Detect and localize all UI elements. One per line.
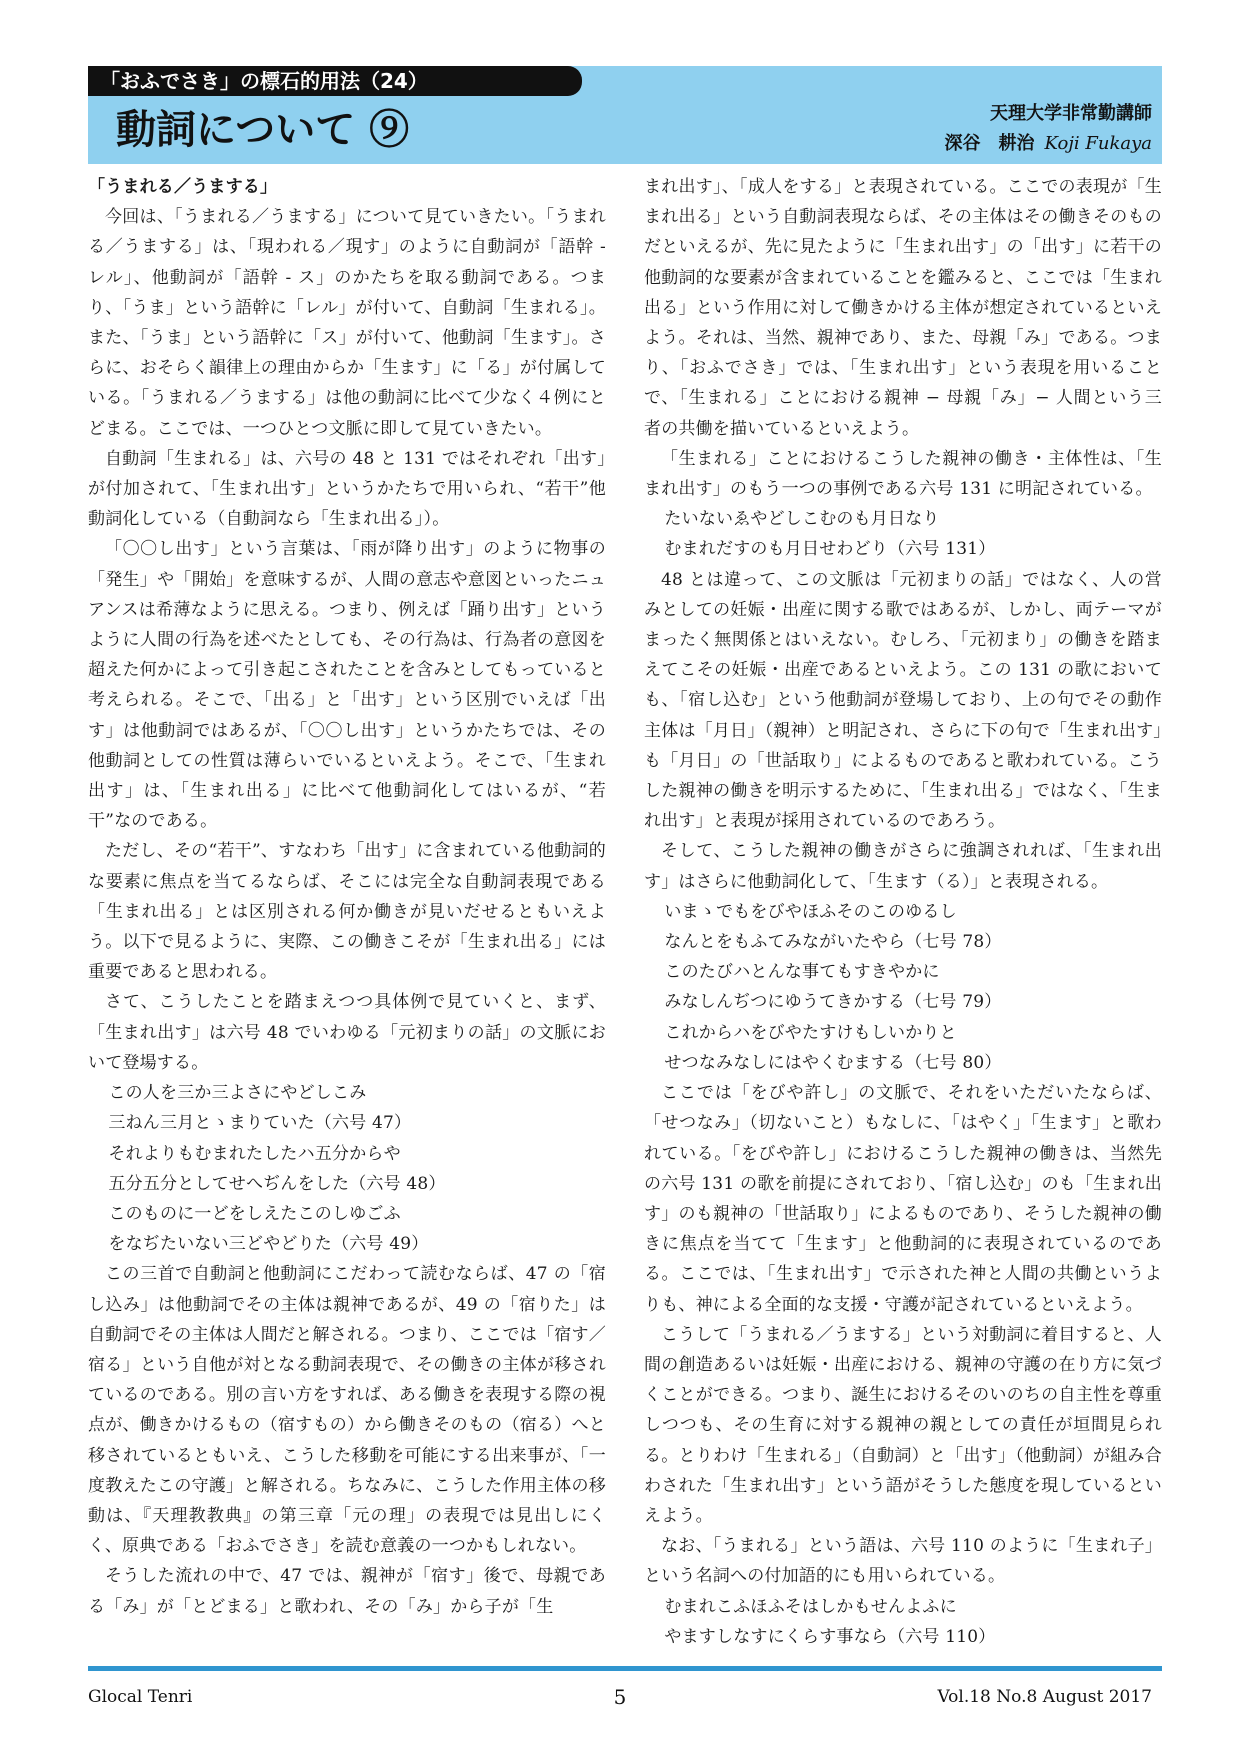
- verse-line: せつなみなしにはやくむまする（七号 80）: [664, 1052, 1002, 1073]
- verse-line: むまれだすのも月日せわどり（六号 131）: [664, 539, 996, 560]
- paragraph: そして、こうした親神の働きがさらに強調されれば、「生まれ出す」はさらに他動詞化して、「生ます（る）」と表現される。: [644, 841, 1162, 892]
- verse-line: このものに一どをしえたこのしゆごふ: [108, 1203, 401, 1224]
- series-title: 「おふでさき」の標石的用法（24）: [88, 66, 582, 96]
- verse-line: それよりもむまれたしたハ五分からや: [108, 1143, 401, 1164]
- paragraph: 今回は、「うまれる／うまする」について見ていきたい。「うまれる／うまする」は、「現われる／現す」のように自動詞が「語幹 - レル」、他動詞が「語幹 - ス」のかたちを取る動詞である。つまり、「うま」という語幹に「レル」が付いて、自動詞「生まれる」。また、「うま」という語幹に「ス」が付いて、他動詞「生ます」。さらに、おそらく韻律上の理由からか「生ます」に「る」が付属している。「うまれる／うまする」は他の動詞に比べて少なく４例にとどまる。ここでは、一つひとつ文脈に即して見ていきたい。: [88, 207, 606, 439]
- author-byline: [732, 130, 1152, 158]
- verse-line: これからハをびやたすけもしいかりと: [664, 1022, 957, 1043]
- section-heading: 「うまれる／うまする」: [88, 177, 278, 197]
- verse-line: いまゝでもをびやほふそのこのゆるし: [664, 901, 957, 922]
- paragraph: そうした流れの中で、47 では、親神が「宿す」後で、母親である「み」が「とどまる」と歌われ、その「み」から子が「生: [88, 1566, 606, 1617]
- verse-line: なんとをもふてみながいたやら（七号 78）: [664, 932, 1002, 953]
- paragraph: まれ出す」、「成人をする」と表現されている。ここでの表現が「生まれ出る」という自動詞表現ならば、その主体はその働きそのものだといえるが、先に見たように「生まれ出す」の「出す」に若干の他動詞的な要素が含まれていることを鑑みると、ここでは「生まれ出る」という作用に対して働きかける主体が想定されているといえよう。それは、当然、親神であり、また、母親「み」である。つまり、「おふでさき」では、「生まれ出す」という表現を用いることで、「生まれる」ことにおける親神 − 母親「み」− 人間という三者の共働を描いているといえよう。: [644, 177, 1162, 439]
- verse-line: このたびハとんな事てもすきやかに: [664, 962, 940, 983]
- author-affiliation: 天理大学非常勤講師: [990, 103, 1152, 124]
- author-name: 深谷 耕治: [944, 133, 1035, 154]
- paragraph: 自動詞「生まれる」は、六号の 48 と 131 ではそれぞれ「出す」が付加されて、「生まれ出す」というかたちで用いられ、“若干”他動詞化している（自動詞なら「生まれ出る」）。: [88, 448, 606, 530]
- verse-line: やますしなすにくらす事なら（六号 110）: [664, 1626, 996, 1647]
- journal-name: Glocal Tenri: [88, 1687, 193, 1707]
- verse-line: この人を三か三よさにやどしこみ: [108, 1083, 367, 1104]
- paragraph: こうして「うまれる／うまする」という対動詞に着目すると、人間の創造あるいは妊娠・出産における、親神の守護の在り方に気づくことができる。つまり、誕生におけるそのいのちの自主性を尊重しつつも、その生育に対する親神の親としての責任が垣間見られる。とりわけ「生まれる」（自動詞）と「出す」（他動詞）が組み合わされた「生まれ出す」という語がそうした態度を現しているといえよう。: [644, 1324, 1162, 1526]
- paragraph: 48 とは違って、この文脈は「元初まりの話」ではなく、人の営みとしての妊娠・出産に関する歌ではあるが、しかし、両テーマがまったく無関係とはいえない。むしろ、「元初まり」の働きを踏まえてこその妊娠・出産であるといえよう。この 131 の歌においても、「宿し込む」という他動詞が登場しており、上の句でその動作主体は「月日」（親神）と明記され、さらに下の句で「生まれ出す」も「月日」の「世話取り」によるものであると歌われている。こうした親神の働きを明示するために、「生まれ出る」ではなく、「生まれ出す」と表現が採用されているのであろう。: [644, 569, 1162, 832]
- verse-line: 五分五分としてせへぢんをした（六号 48）: [108, 1173, 446, 1194]
- verse-line: 三ねん三月とゝまりていた（六号 47）: [108, 1113, 412, 1134]
- verse-line: むまれこふほふそはしかもせんよふに: [664, 1596, 957, 1617]
- paragraph: 「生まれる」ことにおけるこうした親神の働き・主体性は、「生まれ出す」のもう一つの事例である六号 131 に明記されている。: [644, 448, 1162, 500]
- verse-line: をなぢたいない三どやどりた（六号 49）: [108, 1234, 429, 1255]
- paragraph: なお、「うまれる」という語は、六号 110 のように「生まれ子」という名詞への付加語的にも用いられている。: [644, 1536, 1162, 1587]
- issue-info: Vol.18 No.8 August 2017: [937, 1687, 1152, 1707]
- paragraph: ここでは「をびや許し」の文脈で、それをいただいたならば、「せつなみ」（切ないこと）もなしに、「はやく」「生ます」と歌われている。「をびや許し」におけるこうした親神の働きは、当然先の六号 131 の歌を前提にされており、「宿し込む」のも「生まれ出す」のも親神の「世話取り」によるものであり、そうした親神の働きに焦点を当てて「生ます」と他動詞的に表現されているのである。ここでは、「生まれ出す」で示された神と人間の共働というよりも、神による全面的な支援・守護が記されているといえよう。: [644, 1083, 1162, 1315]
- paragraph: さて、こうしたことを踏まえつつ具体例で見ていくと、まず、「生まれ出す」は六号 48 でいわゆる「元初まりの話」の文脈において登場する。: [88, 992, 606, 1073]
- right-column: [644, 172, 1162, 1650]
- page-number: 5: [613, 1685, 627, 1709]
- article-title: 動詞について ⑨: [116, 106, 410, 153]
- paragraph: この三首で自動詞と他動詞にこだわって読むならば、47 の「宿し込み」は他動詞でその主体は親神であるが、49 の「宿りた」は自動詞でその主体は人間だと解される。つまり、ここでは「宿す／宿る」という自他が対となる動詞表現で、その働きの主体が移されているのである。別の言い方をすれば、ある働きを表現する際の視点が、働きかけるもの（宿すもの）から働きそのもの（宿る）へと移されているともいえ、こうした移動を可能にする出来事が、「一度教えたこの守護」と解される。ちなみに、こうした作用主体の移動は、『天理教教典』の第三章「元の理」の表現では見出しにくく、原典である「おふでさき」を読む意義の一つかもしれない。: [88, 1264, 606, 1557]
- verse-line: たいないゑやどしこむのも月日なり: [664, 509, 940, 530]
- left-column: [88, 172, 606, 1650]
- verse-line: みなしんぢつにゆうてきかする（七号 79）: [664, 992, 1002, 1013]
- author-romaji: Koji Fukaya: [1044, 133, 1152, 154]
- footer-rule: [88, 1666, 1162, 1671]
- paragraph: ただし、その“若干”、すなわち「出す」に含まれている他動詞的な要素に焦点を当てるならば、そこには完全な自動詞表現である「生まれ出る」とは区別される何か働きが見いだせるともいえよう。以下で見るように、実際、この働きこそが「生まれ出る」には重要であると思われる。: [88, 841, 606, 983]
- paragraph: 「〇〇し出す」という言葉は、「雨が降り出す」のように物事の「発生」や「開始」を意味するが、人間の意志や意図といったニュアンスは希薄なように思える。つまり、例えば「踊り出す」というように人間の行為を述べたとしても、その行為は、行為者の意図を超えた何かによって引き起こされたことを含みとしてもっていると考えられる。そこで、「出る」と「出す」という区別でいえば「出す」は他動詞ではあるが、「〇〇し出す」というかたちでは、その他動詞としての性質は薄らいでいるといえよう。そこで、「生まれ出す」は、「生まれ出る」に比べて他動詞化してはいるが、“若干”なのである。: [88, 539, 606, 832]
